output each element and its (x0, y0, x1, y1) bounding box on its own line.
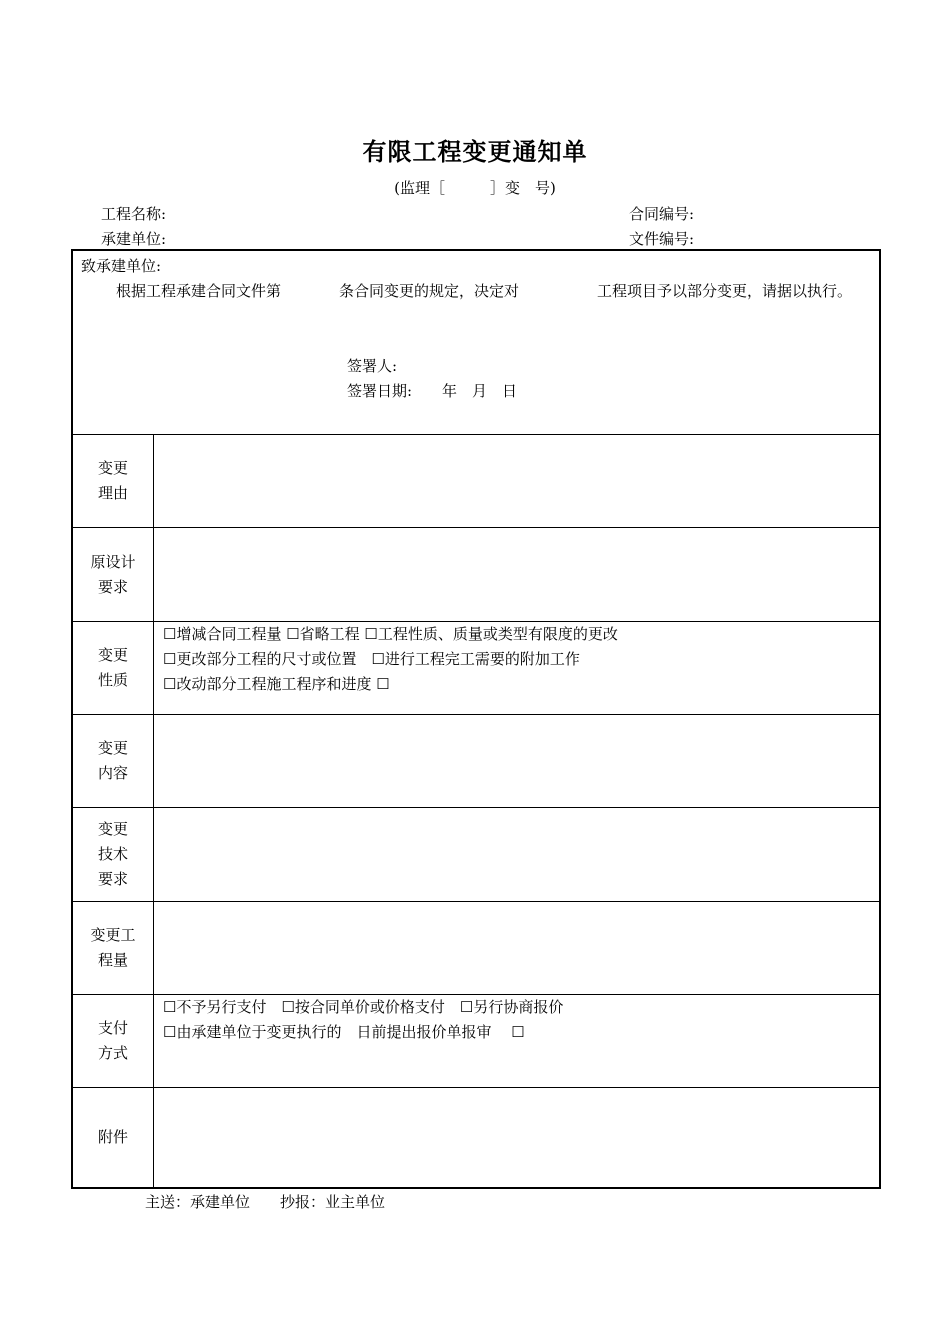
distribution-footer: 主送：承建单位 抄报：业主单位 (145, 1193, 386, 1211)
change-reason-label: 变更 理由 (73, 435, 154, 527)
to-contractor-label: 致承建单位: (81, 257, 162, 275)
tech-requirements-label: 变更 技术 要求 (73, 808, 154, 901)
change-nature-option-line: ☐增减合同工程量 ☐省略工程 ☐工程性质、质量或类型有限度的更改 (163, 625, 618, 643)
contract-no-label: 合同编号: (629, 205, 695, 223)
project-name-label: 工程名称: (101, 205, 167, 223)
change-quantity-label: 变更工 程量 (73, 902, 154, 994)
payment-method-row (73, 995, 879, 1088)
change-reason-row (73, 435, 879, 528)
attachments-row (73, 1088, 879, 1187)
change-content-label: 变更 内容 (73, 715, 154, 807)
original-design-row (73, 528, 879, 622)
payment-option-line: ☐不予另行支付 ☐按合同单价或价格支付 ☐另行协商报价 (163, 998, 564, 1016)
payment-method-label: 支付 方式 (73, 995, 154, 1087)
original-design-label: 原设计 要求 (73, 528, 154, 621)
change-notice-form (71, 249, 881, 1189)
change-nature-option-line: ☐改动部分工程施工程序和进度 ☐ (163, 675, 390, 693)
notice-body-part1: 根据工程承建合同文件第 (116, 282, 282, 300)
tech-requirements-row (73, 808, 879, 902)
payment-option-line: ☐由承建单位于变更执行的 日前提出报价单报审 ☐ (163, 1023, 525, 1041)
change-nature-label: 变更 性质 (73, 622, 154, 714)
contractor-label: 承建单位: (101, 230, 167, 248)
sign-date-label: 签署日期: 年 月 日 (347, 382, 518, 400)
change-nature-option-line: ☐更改部分工程的尺寸或位置 ☐进行工程完工需要的附加工作 (163, 650, 580, 668)
attachments-label: 附件 (73, 1088, 154, 1187)
file-no-label: 文件编号: (629, 230, 695, 248)
change-content-row (73, 715, 879, 808)
notice-section (73, 251, 879, 435)
change-quantity-row (73, 902, 879, 995)
signer-label: 签署人: (347, 357, 398, 375)
notice-body-part2: 条合同变更的规定，决定对 (339, 282, 520, 300)
notice-body-part3: 工程项目予以部分变更，请据以执行。 (597, 282, 853, 300)
document-number: (监理［ ］变 号) (394, 179, 556, 197)
change-nature-row (73, 622, 879, 715)
document-title: 有限工程变更通知单 (362, 138, 588, 166)
